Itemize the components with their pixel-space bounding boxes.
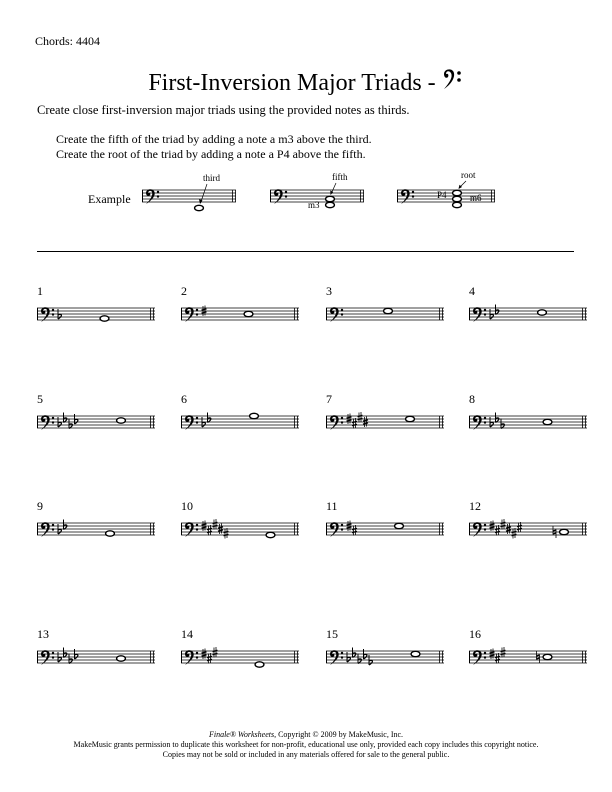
exercise-staff[interactable] (181, 495, 299, 547)
footer-line-2: MakeMusic grants permission to duplicate this worksheet for non-profit, educational use only, provided each copy includes this copyright notice. (73, 740, 539, 749)
exercise-number: 14 (181, 627, 193, 641)
sharp-icon (358, 412, 363, 423)
whole-note-root (453, 190, 462, 195)
whole-note-third (326, 202, 335, 207)
staff-lines (469, 523, 587, 535)
sharp-icon (501, 519, 506, 530)
whole-note (195, 205, 204, 210)
staff-lines (469, 651, 587, 663)
exercise-number: 3 (326, 284, 332, 298)
instruction-main: Create close first-inversion major triads using the provided notes as thirds. (37, 103, 410, 117)
staff-lines (181, 308, 299, 320)
page-title (0, 68, 612, 97)
exercise-number: 5 (37, 392, 43, 406)
whole-note (560, 529, 569, 534)
staff-lines (181, 651, 299, 663)
exercise-number: 16 (469, 627, 481, 641)
flat-icon (353, 648, 356, 658)
staff-lines (181, 523, 299, 535)
m3-label: m3 (308, 200, 320, 210)
exercise-staff[interactable] (469, 495, 587, 547)
whole-note (106, 531, 115, 536)
staff-lines (469, 308, 587, 320)
example-staff-root (397, 170, 497, 218)
exercise-staff[interactable] (37, 388, 155, 440)
exercise-staff[interactable] (37, 623, 155, 675)
flat-icon (69, 654, 72, 664)
whole-note (117, 418, 126, 423)
exercise-staff[interactable] (181, 280, 299, 332)
sharp-icon (517, 522, 522, 533)
exercise-staff[interactable] (326, 388, 444, 440)
exercise-staff[interactable] (181, 388, 299, 440)
example-label: Example (88, 192, 131, 206)
exercise-number: 13 (37, 627, 49, 641)
whole-note (411, 651, 420, 656)
whole-note-third (453, 202, 462, 207)
staff-lines (37, 308, 155, 320)
exercise-staff[interactable] (469, 388, 587, 440)
exercise-staff[interactable] (326, 495, 444, 547)
exercise-number: 10 (181, 499, 193, 513)
flat-icon (64, 520, 67, 530)
exercise-number: 12 (469, 499, 481, 513)
whole-note (117, 656, 126, 661)
flat-icon (208, 413, 211, 423)
exercise-staff[interactable] (469, 623, 587, 675)
instruction-step-2: Create the root of the triad by adding a note a P4 above the fifth. (56, 147, 366, 161)
sharp-icon (352, 418, 357, 429)
staff-lines (37, 651, 155, 663)
staff-lines (37, 523, 155, 535)
fifth-label: fifth (332, 172, 348, 182)
sharp-icon (495, 653, 500, 664)
footer-line-1-rest: , Copyright © 2009 by MakeMusic, Inc. (274, 730, 404, 739)
whole-note (384, 308, 393, 313)
exercise-number: 8 (469, 392, 475, 406)
flat-icon (64, 648, 67, 658)
whole-note (100, 316, 109, 321)
whole-note (266, 532, 275, 537)
title-text: First-Inversion Major Triads - (148, 70, 442, 96)
flat-icon (501, 419, 504, 429)
sharp-icon (213, 519, 218, 530)
sharp-icon (224, 528, 229, 539)
flat-icon (358, 654, 361, 664)
example-staff-fifth (270, 170, 365, 218)
exercise-number: 1 (37, 284, 43, 298)
footer-line-1 (0, 730, 612, 740)
example-staff-third (142, 170, 237, 218)
whole-note (406, 416, 415, 421)
sharp-icon (512, 528, 517, 539)
flat-icon (496, 413, 499, 423)
flat-icon (496, 305, 499, 315)
staff-lines (142, 190, 236, 202)
staff-lines (326, 651, 444, 663)
whole-note (538, 310, 547, 315)
exercise-staff[interactable] (326, 623, 444, 675)
staff-lines (326, 416, 444, 428)
exercise-number: 2 (181, 284, 187, 298)
exercise-number: 9 (37, 499, 43, 513)
exercise-number: 7 (326, 392, 332, 406)
footer-italic: Finale® Worksheets (208, 730, 275, 739)
sharp-icon (213, 647, 218, 658)
staff-lines (469, 416, 587, 428)
whole-note (250, 413, 259, 418)
whole-note-fifth (326, 196, 335, 201)
exercise-number: 15 (326, 627, 338, 641)
instruction-step-1: Create the fifth of the triad by adding a note a m3 above the third. (56, 132, 372, 146)
sharp-icon (352, 525, 357, 536)
sharp-icon (207, 653, 212, 664)
flat-icon (64, 413, 67, 423)
footer-line-3: Copies may not be sold or included in any materials offered for sale to the general public. (162, 750, 450, 759)
exercise-staff[interactable] (37, 495, 155, 547)
exercise-staff[interactable] (326, 280, 444, 332)
bass-clef-icon (442, 68, 464, 94)
worksheet-code: Chords: 4404 (35, 34, 101, 48)
exercise-staff[interactable] (181, 623, 299, 675)
sharp-icon (501, 647, 506, 658)
staff-lines (37, 416, 155, 428)
whole-note (244, 311, 253, 316)
whole-note (395, 523, 404, 528)
m6-label: m6 (470, 193, 482, 203)
flat-icon (69, 419, 72, 429)
whole-note (543, 654, 552, 659)
whole-note-fifth (453, 196, 462, 201)
sharp-icon (207, 525, 212, 536)
exercise-staff[interactable] (37, 280, 155, 332)
whole-note (543, 419, 552, 424)
section-divider (37, 251, 574, 252)
exercise-number: 6 (181, 392, 187, 406)
staff-lines (326, 523, 444, 535)
exercise-number: 4 (469, 284, 475, 298)
copyright-footer (0, 730, 612, 760)
exercise-staff[interactable] (469, 280, 587, 332)
whole-note (255, 662, 264, 667)
p4-label: P4 (437, 190, 447, 200)
staff-lines (181, 416, 299, 428)
sharp-icon (495, 525, 500, 536)
third-label: third (203, 173, 220, 183)
exercise-number: 11 (326, 499, 338, 513)
root-label: root (461, 170, 476, 180)
